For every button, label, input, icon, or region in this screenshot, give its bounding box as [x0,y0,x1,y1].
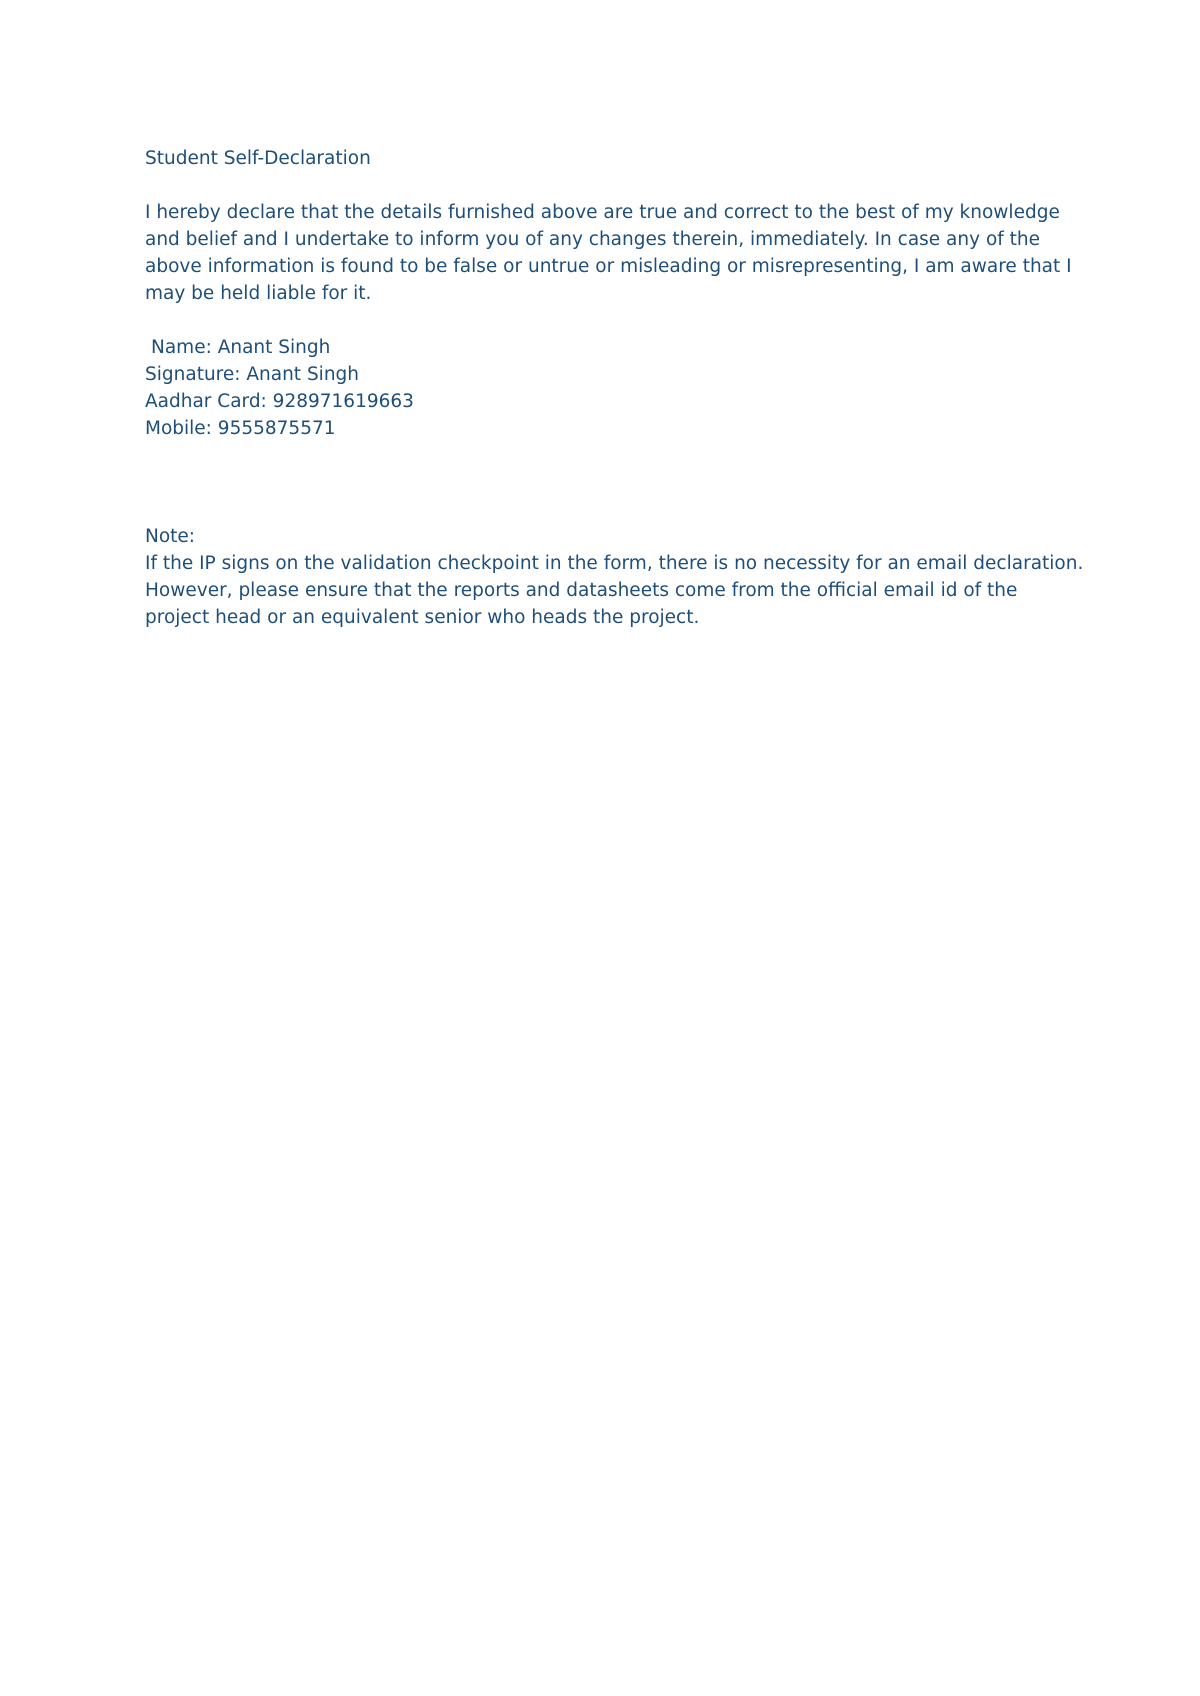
note-section [145,523,1084,631]
aadhar-field: Aadhar Card: 928971619663 [145,391,414,412]
document-title: Student Self-Declaration [145,148,371,169]
declaration-paragraph [145,199,1075,307]
name-field: Name: Anant Singh [151,337,331,358]
note-line: However, please ensure that the reports and datasheets come from the official email id of the [145,580,1018,601]
declaration-line: I hereby declare that the details furnished above are true and correct to the best of my knowledge [145,202,1060,223]
spacer [145,442,1075,523]
signature-field: Signature: Anant Singh [145,364,360,385]
note-line: project head or an equivalent senior who heads the project. [145,607,700,628]
declaration-line: and belief and I undertake to inform you of any changes therein, immediately. In case any of the [145,229,1041,250]
declarant-details [145,334,1075,442]
mobile-field: Mobile: 9555875571 [145,418,336,439]
declaration-line: may be held liable for it. [145,283,372,304]
declaration-line: above information is found to be false or untrue or misleading or misrepresenting, I am aware that I [145,256,1072,277]
note-line: If the IP signs on the validation checkpoint in the form, there is no necessity for an email declaration. [145,553,1084,574]
note-heading: Note: [145,526,196,547]
document-content [145,145,1084,631]
